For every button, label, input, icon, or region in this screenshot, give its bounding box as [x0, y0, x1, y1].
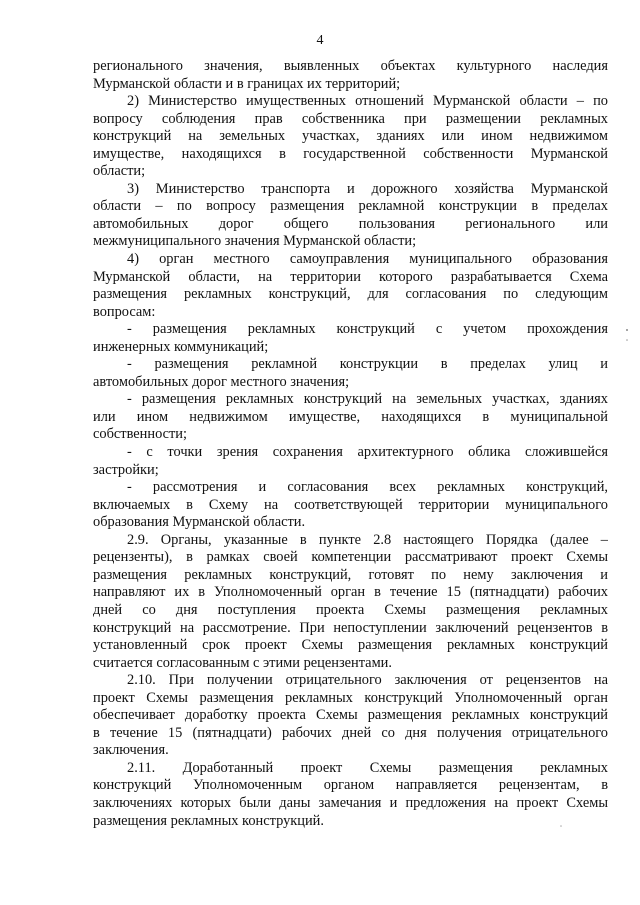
text-line: в течение 15 (пятнадцати) рабочих дней со дня получения отрицательного: [93, 724, 608, 741]
document-body: [93, 58, 608, 830]
text-line: 4) орган местного самоуправления муниципального образования: [127, 251, 608, 268]
text-line: инженерных коммуникаций;: [93, 338, 269, 355]
text-line: вопросу соблюдения прав собственника при размещении рекламных: [93, 110, 608, 127]
text-line: - с точки зрения сохранения архитектурного облика сложившейся: [127, 444, 608, 461]
text-line: установленный срок проект Схемы размещения рекламных конструкций: [93, 637, 608, 654]
text-line: - рассмотрения и согласования всех рекламных конструкций,: [127, 479, 608, 496]
text-line: 2.9. Органы, указанные в пункте 2.8 настоящего Порядка (далее –: [127, 531, 608, 548]
text-line: размещения рекламных конструкций, готовят по нему заключения и: [93, 566, 608, 583]
text-line: собственности;: [93, 426, 188, 443]
text-line: рецензенты), в рамках своей компетенции рассматривают проект Схемы: [93, 549, 608, 566]
text-line: застройки;: [93, 461, 159, 478]
text-line: - размещения рекламных конструкций с учетом прохождения: [127, 321, 608, 338]
text-line: заключения.: [93, 742, 169, 759]
text-line: автомобильных дорог общего пользования регионального или: [93, 215, 608, 232]
text-line: конструкций Уполномоченным органом направляется рецензентам, в: [93, 777, 608, 794]
text-line: или ином недвижимом имуществе, находящихся в муниципальной: [93, 408, 608, 425]
text-line: межмуниципального значения Мурманской области;: [93, 233, 417, 250]
text-line: 2) Министерство имущественных отношений Мурманской области – по: [127, 93, 608, 110]
text-line: имуществе, находящихся в государственной собственности Мурманской: [93, 145, 608, 162]
text-line: - размещения рекламных конструкций на земельных участках, зданиях: [127, 391, 608, 408]
text-line: Мурманской области, на территории которого разрабатывается Схема: [93, 268, 608, 285]
text-line: конструкций на земельных участках, зданиях или ином недвижимом: [93, 128, 608, 145]
text-line: вопросам:: [93, 303, 156, 320]
text-line: включаемых в Схему на соответствующей территории муниципального: [93, 496, 608, 513]
text-line: конструкций на рассмотрение. При непоступлении заключений рецензентов в: [93, 619, 608, 636]
text-line: 2.11. Доработанный проект Схемы размещения рекламных: [127, 759, 608, 776]
text-line: дней со дня поступления проекта Схемы размещения рекламных: [93, 601, 608, 618]
page-number: 4: [316, 33, 324, 48]
text-line: размещения рекламных конструкций, для согласования по следующим: [93, 286, 608, 303]
text-line: обеспечивает доработку проекта Схемы размещения рекламных конструкций: [93, 707, 608, 724]
text-line: заключениях которых были даны замечания и предложения на проект Схемы: [93, 794, 608, 811]
text-line: области – по вопросу размещения рекламной конструкции в пределах: [93, 198, 608, 215]
text-line: Мурманской области и в границах их территорий;: [93, 75, 401, 92]
text-line: автомобильных дорог местного значения;: [93, 373, 350, 390]
text-line: размещения рекламных конструкций.: [93, 812, 324, 829]
text-line: 2.10. При получении отрицательного заключения от рецензентов на: [127, 672, 608, 689]
text-line: направляют их в Уполномоченный орган в течение 15 (пятнадцати) рабочих: [93, 584, 608, 601]
text-line: 3) Министерство транспорта и дорожного хозяйства Мурманской: [127, 180, 608, 197]
text-line: - размещения рекламной конструкции в пределах улиц и: [127, 356, 608, 373]
text-line: считается согласованным с этими рецензентами.: [93, 654, 392, 671]
text-line: проект Схемы размещения рекламных конструкций Уполномоченный орган: [93, 689, 608, 706]
text-line: образования Мурманской области.: [93, 514, 306, 531]
text-line: регионального значения, выявленных объектах культурного наследия: [93, 58, 608, 74]
text-line: области;: [93, 163, 146, 180]
